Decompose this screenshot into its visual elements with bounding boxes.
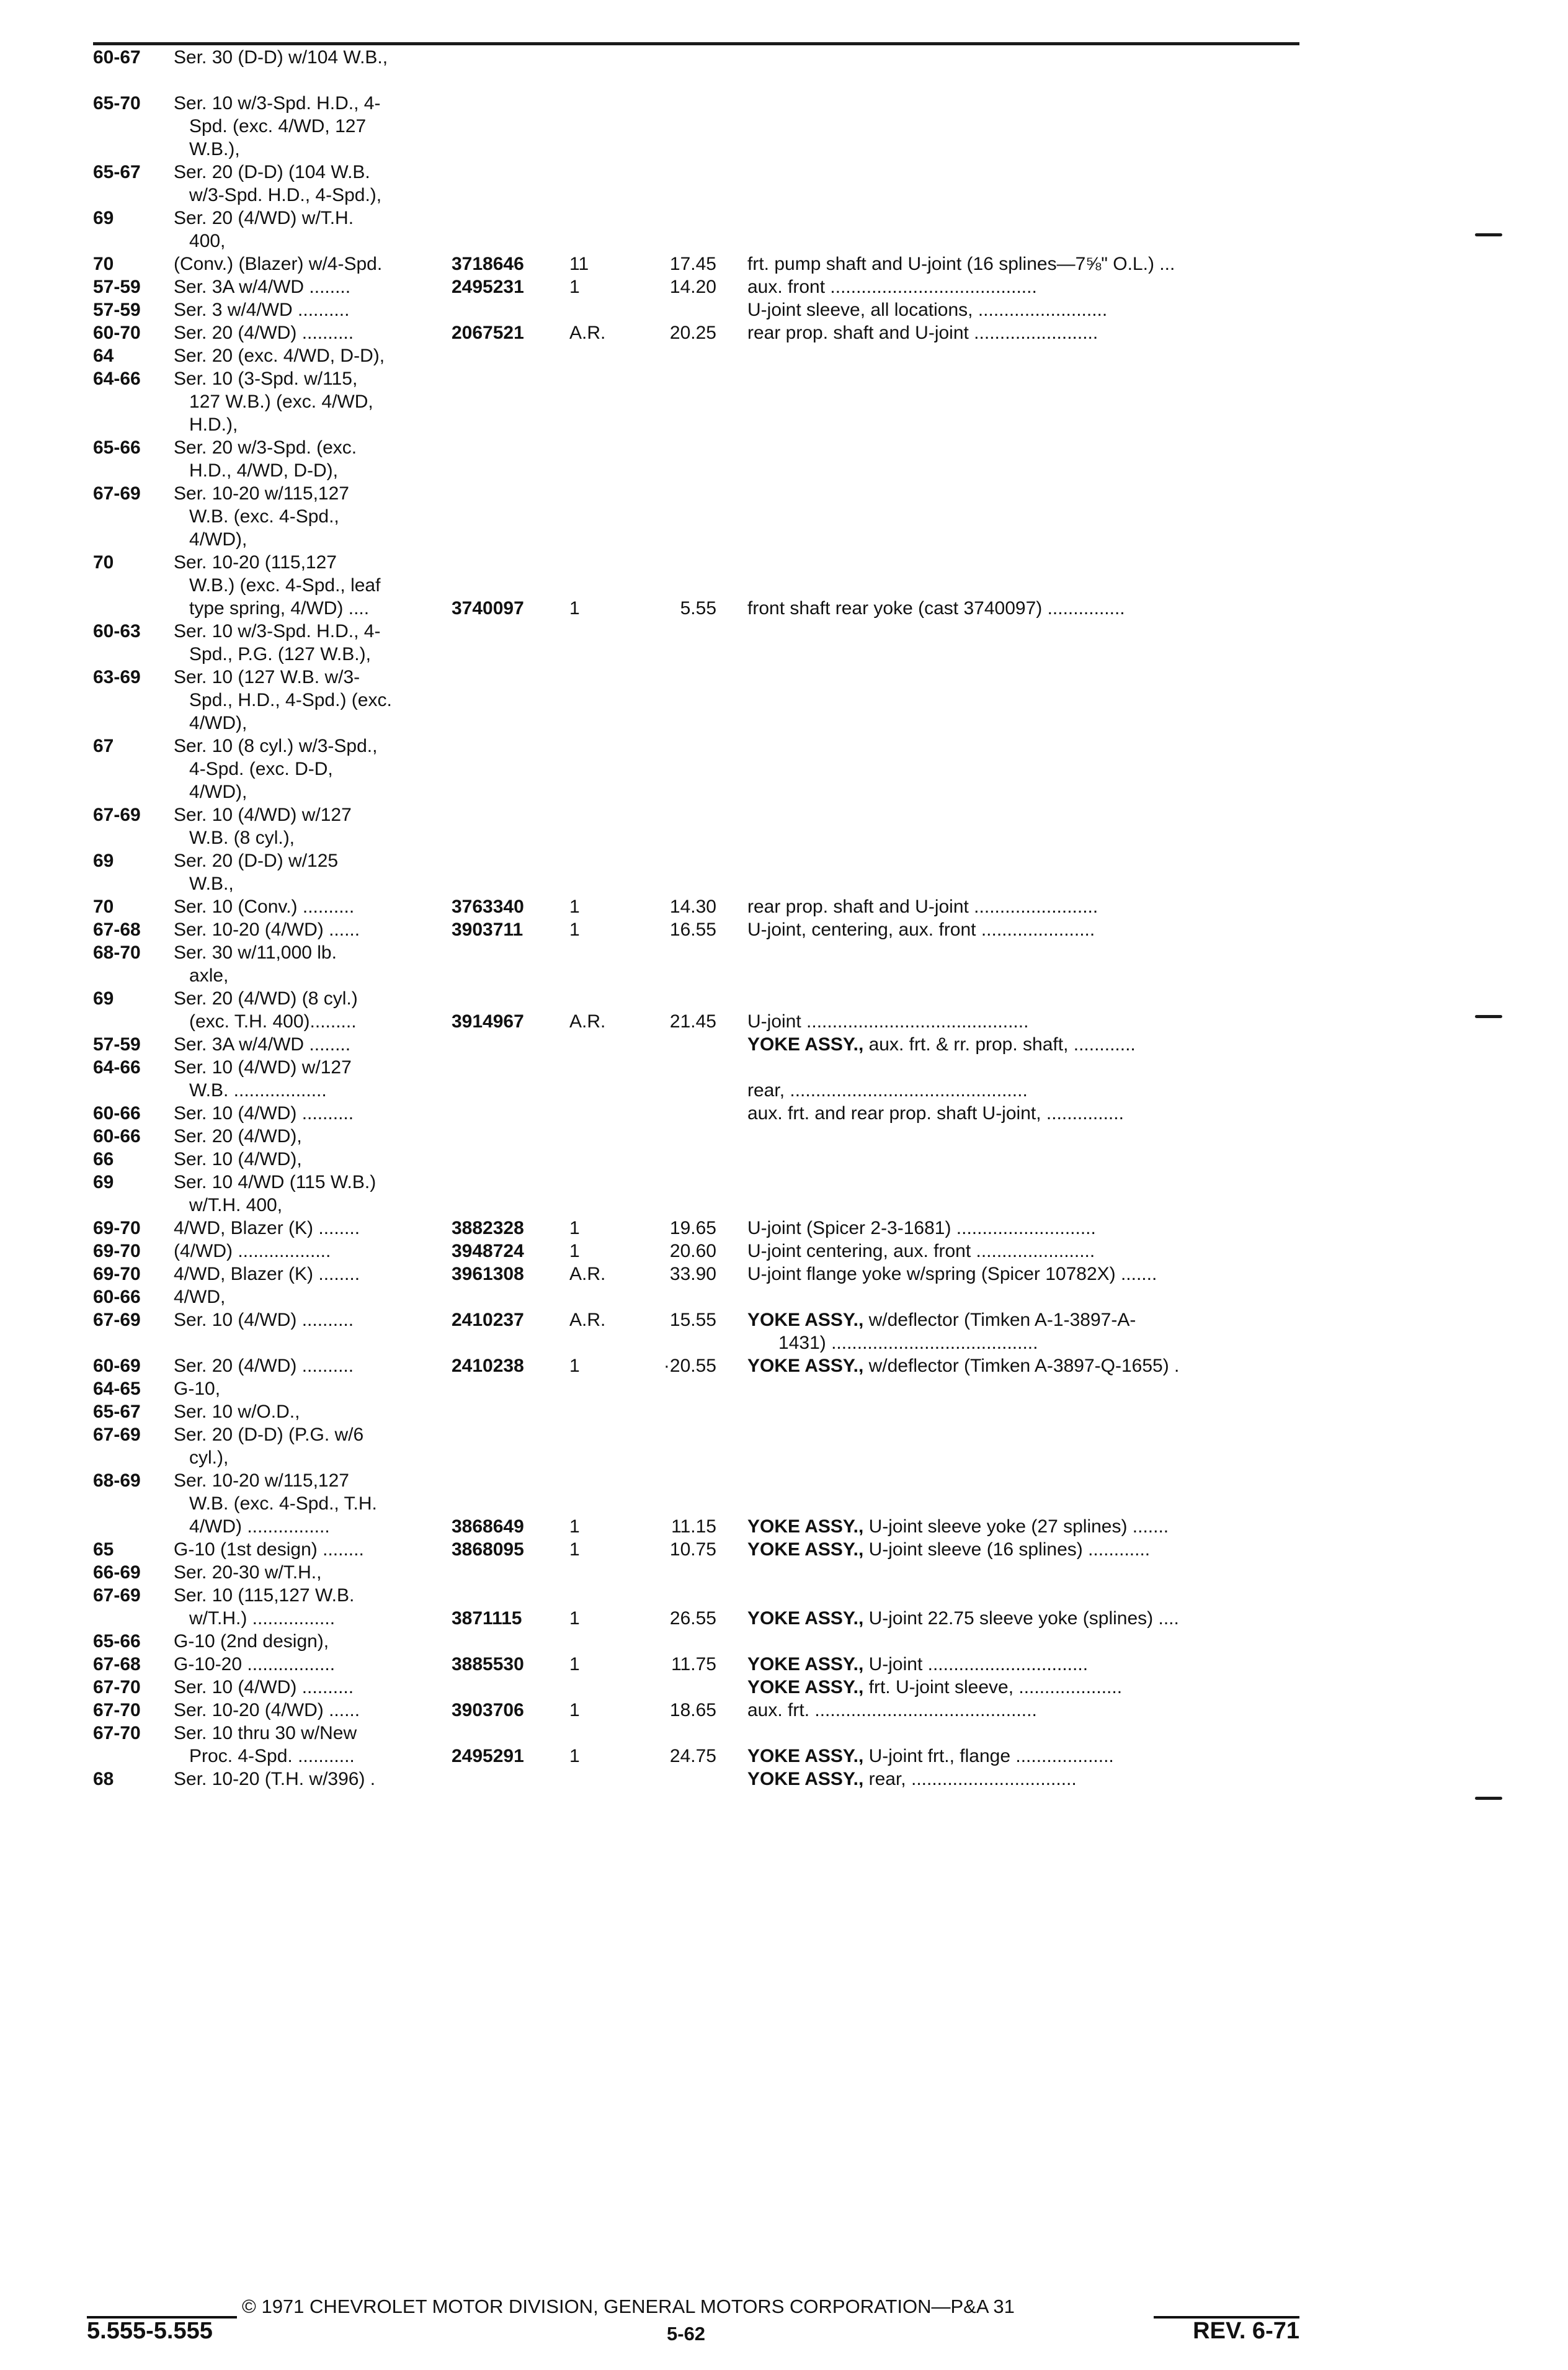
quantity: 1 [569,1654,580,1675]
model-year: 67-68 [93,1654,141,1675]
application: Ser. 3A w/4/WD ........ [174,277,351,297]
part-number: 3882328 [452,1218,524,1238]
price: 33.90 [669,1264,716,1284]
price: 20.25 [669,323,716,343]
application: Ser. 10-20 (T.H. w/396) . [174,1769,376,1789]
quantity: A.R. [569,323,606,343]
description: U-joint (Spicer 2-3-1681) ........................... [747,1218,1096,1238]
parts-row [0,643,1568,666]
model-year: 63-69 [93,667,141,687]
parts-row [0,1607,1568,1630]
quantity: 11 [569,254,589,274]
application: Ser. 10 (4/WD) .......... [174,1677,354,1697]
model-year: 69-70 [93,1264,141,1284]
quantity: 1 [569,897,580,917]
parts-row [0,367,1568,390]
application: W.B.), [174,139,240,159]
model-year: 60-66 [93,1103,141,1124]
part-number: 2410237 [452,1310,524,1330]
parts-row [0,918,1568,941]
price: 18.65 [669,1700,716,1720]
quantity: 1 [569,1516,580,1537]
model-year: 69 [93,851,114,871]
quantity: 1 [569,1746,580,1766]
price: 21.45 [669,1011,716,1032]
parts-row [0,528,1568,551]
model-year: 70 [93,897,114,917]
application: 127 W.B.) (exc. 4/WD, [174,391,373,412]
description: YOKE ASSY., U-joint 22.75 sleeve yoke (splines) .... [747,1608,1179,1629]
parts-row [0,1768,1568,1791]
model-year: 69 [93,988,114,1009]
description: U-joint ........................................... [747,1011,1029,1032]
application: Ser. 10 w/3-Spd. H.D., 4- [174,93,381,114]
model-year: 65 [93,1539,114,1560]
application: Ser. 10-20 (4/WD) ...... [174,1700,360,1720]
parts-row [0,46,1568,69]
application: Ser. 10 (4/WD) w/127 [174,805,352,825]
quantity: A.R. [569,1011,606,1032]
model-year: 68 [93,1769,114,1789]
model-year: 67-69 [93,1585,141,1606]
quantity: 1 [569,277,580,297]
group-number: 5.555-5.555 [87,2318,213,2344]
parts-row [0,551,1568,574]
parts-row [0,321,1568,344]
price: 11.15 [671,1516,716,1537]
model-year: 66 [93,1149,114,1169]
description: U-joint sleeve, all locations, ......................... [747,300,1108,320]
application: w/T.H.) ................ [174,1608,336,1629]
parts-row [0,597,1568,620]
quantity: 1 [569,598,580,619]
price: 26.55 [669,1608,716,1629]
parts-row [0,1423,1568,1446]
parts-row [0,620,1568,643]
application: Ser. 10 (4/WD), [174,1149,302,1169]
parts-row [0,964,1568,987]
quantity: 1 [569,1218,580,1238]
price: 20.60 [669,1241,716,1261]
model-year: 69-70 [93,1218,141,1238]
model-year: 57-59 [93,1034,141,1055]
parts-row [0,826,1568,849]
model-year: 67-70 [93,1700,141,1720]
application: H.D.), [174,414,238,435]
quantity: 1 [569,1700,580,1720]
application: G-10, [174,1379,221,1399]
description: YOKE ASSY., w/deflector (Timken A-1-3897-A- [747,1310,1136,1330]
parts-row [0,436,1568,459]
parts-row [0,1676,1568,1699]
application: 4/WD), [174,782,247,802]
model-year: 69 [93,208,114,228]
application: Ser. 10 (3-Spd. w/115, [174,369,358,389]
model-year: 65-67 [93,1402,141,1422]
model-year: 66-69 [93,1562,141,1583]
parts-row [0,1079,1568,1102]
part-number: 2410238 [452,1356,524,1376]
parts-row [0,689,1568,712]
page-number: 5-62 [667,2323,706,2345]
description: U-joint, centering, aux. front ...................... [747,919,1095,940]
parts-row [0,872,1568,895]
parts-row [0,1492,1568,1515]
model-year: 60-67 [93,47,141,68]
quantity: 1 [569,1539,580,1560]
part-number: 3718646 [452,254,524,274]
application: w/T.H. 400, [174,1195,283,1215]
price: 24.75 [669,1746,716,1766]
parts-row [0,1194,1568,1217]
parts-row [0,1354,1568,1377]
description: 1431) ........................................ [747,1333,1038,1353]
description: frt. pump shaft and U-joint (16 splines—7⅝" O.L.) ... [747,254,1175,274]
model-year: 64 [93,346,114,366]
parts-row [0,275,1568,298]
parts-row [0,1217,1568,1240]
model-year: 67-69 [93,805,141,825]
application: Ser. 20 (D-D) (P.G. w/6 [174,1424,364,1445]
description: rear prop. shaft and U-joint ........................ [747,323,1098,343]
application: H.D., 4/WD, D-D), [174,460,338,481]
application: Ser. 20 (4/WD) .......... [174,1356,354,1376]
application: Spd. (exc. 4/WD, 127 [174,116,367,136]
application: Ser. 10 w/3-Spd. H.D., 4- [174,621,381,642]
part-number: 3885530 [452,1654,524,1675]
parts-row [0,1377,1568,1400]
parts-row [0,1010,1568,1033]
application: Ser. 10 (127 W.B. w/3- [174,667,360,687]
application: Spd., H.D., 4-Spd.) (exc. [174,690,392,710]
application: 400, [174,231,226,251]
application: W.B. .................. [174,1080,327,1101]
application: Ser. 10-20 w/115,127 [174,1470,349,1491]
parts-row [0,1538,1568,1561]
parts-row [0,1469,1568,1492]
model-year: 69-70 [93,1241,141,1261]
application: Ser. 10 (4/WD) .......... [174,1103,354,1124]
model-year: 67-69 [93,1310,141,1330]
margin-tick-mark [1475,1015,1502,1018]
application: 4/WD, Blazer (K) ........ [174,1218,360,1238]
description: rear, .............................................. [747,1080,1028,1101]
parts-listing [0,46,1568,1791]
parts-row [0,1240,1568,1263]
application: Ser. 20 w/3-Spd. (exc. [174,437,357,458]
parts-row [0,161,1568,184]
description: YOKE ASSY., U-joint sleeve (16 splines) ............ [747,1539,1151,1560]
parts-row [0,207,1568,230]
parts-row [0,987,1568,1010]
parts-row [0,1331,1568,1354]
application: Ser. 20 (4/WD) .......... [174,323,354,343]
application: Ser. 10 (4/WD) w/127 [174,1057,352,1078]
model-year: 67-70 [93,1723,141,1743]
description: YOKE ASSY., w/deflector (Timken A-3897-Q-1655) . [747,1356,1180,1376]
description: aux. frt. and rear prop. shaft U-joint, ............... [747,1103,1124,1124]
model-year: 64-66 [93,1057,141,1078]
description: front shaft rear yoke (cast 3740097) ............... [747,598,1125,619]
parts-row [0,253,1568,275]
margin-tick-mark [1475,233,1502,236]
quantity: A.R. [569,1264,606,1284]
parts-row [0,895,1568,918]
parts-row [0,1308,1568,1331]
revision-date: REV. 6-71 [1193,2318,1299,2344]
parts-row [0,758,1568,780]
parts-row [0,1561,1568,1584]
application: Ser. 3A w/4/WD ........ [174,1034,351,1055]
parts-row [0,574,1568,597]
quantity: 1 [569,919,580,940]
application: Ser. 20 (4/WD) (8 cyl.) [174,988,358,1009]
parts-row [0,780,1568,803]
price: 14.20 [669,277,716,297]
part-number: 3763340 [452,897,524,917]
description: aux. front ........................................ [747,277,1037,297]
model-year: 57-59 [93,300,141,320]
model-year: 65-70 [93,93,141,114]
parts-row [0,1056,1568,1079]
application: Ser. 3 w/4/WD .......... [174,300,350,320]
application: Ser. 10 (8 cyl.) w/3-Spd., [174,736,378,756]
application: Ser. 30 (D-D) w/104 W.B., [174,47,388,68]
parts-row [0,1400,1568,1423]
application: Ser. 20 (exc. 4/WD, D-D), [174,346,385,366]
application: 4/WD, Blazer (K) ........ [174,1264,360,1284]
model-year: 70 [93,254,114,274]
model-year: 57-59 [93,277,141,297]
parts-row [0,1745,1568,1768]
parts-row [0,666,1568,689]
parts-row [0,1630,1568,1653]
parts-row [0,115,1568,138]
price: 10.75 [669,1539,716,1560]
application: Proc. 4-Spd. ........... [174,1746,355,1766]
copyright-notice: © 1971 CHEVROLET MOTOR DIVISION, GENERAL MOTORS CORPORATION—P&A 31 [242,2296,1015,2317]
description: YOKE ASSY., U-joint ............................... [747,1654,1089,1675]
model-year: 70 [93,552,114,573]
application: 4/WD) ................ [174,1516,330,1537]
parts-row [0,735,1568,758]
parts-row [0,298,1568,321]
price: 5.55 [680,598,716,619]
application: (Conv.) (Blazer) w/4-Spd. [174,254,383,274]
price: 17.45 [669,254,716,274]
parts-row [0,230,1568,253]
application: Ser. 20 (4/WD) w/T.H. [174,208,354,228]
application: cyl.), [174,1447,229,1468]
application: Ser. 10 4/WD (115 W.B.) [174,1172,376,1192]
model-year: 60-63 [93,621,141,642]
model-year: 65-66 [93,1631,141,1652]
page-footer [87,2296,1299,2370]
parts-row [0,344,1568,367]
parts-row [0,1125,1568,1148]
quantity: 1 [569,1241,580,1261]
model-year: 64-66 [93,369,141,389]
quantity: A.R. [569,1310,606,1330]
parts-row [0,138,1568,161]
application: G-10-20 ................. [174,1654,336,1675]
model-year: 64-65 [93,1379,141,1399]
parts-row [0,482,1568,505]
price: 11.75 [671,1654,716,1675]
description: YOKE ASSY., frt. U-joint sleeve, .................... [747,1677,1123,1697]
model-year: 60-66 [93,1287,141,1307]
parts-row [0,849,1568,872]
parts-row [0,1722,1568,1745]
parts-row [0,1263,1568,1286]
application: axle, [174,965,229,986]
description: YOKE ASSY., aux. frt. & rr. prop. shaft, ............ [747,1034,1136,1055]
application: 4/WD, [174,1287,226,1307]
parts-row [0,941,1568,964]
description: YOKE ASSY., U-joint sleeve yoke (27 splines) ....... [747,1516,1169,1537]
model-year: 60-69 [93,1356,141,1376]
model-year: 67-70 [93,1677,141,1697]
description: U-joint centering, aux. front ....................... [747,1241,1095,1261]
application: (4/WD) .................. [174,1241,331,1261]
top-rule [93,42,1299,45]
model-year: 60-70 [93,323,141,343]
price: 19.65 [669,1218,716,1238]
parts-row [0,92,1568,115]
parts-row [0,505,1568,528]
model-year: 65-67 [93,162,141,182]
application: W.B., [174,874,234,894]
application: Ser. 20-30 w/T.H., [174,1562,322,1583]
model-year: 67-68 [93,919,141,940]
price: ·20.55 [663,1356,716,1376]
part-number: 3871115 [452,1608,522,1629]
model-year: 60-66 [93,1126,141,1147]
application: 4-Spd. (exc. D-D, [174,759,333,779]
description: YOKE ASSY., rear, ................................ [747,1769,1077,1789]
application: Ser. 10-20 w/115,127 [174,483,349,504]
parts-row [0,1171,1568,1194]
application: Ser. 10 (Conv.) .......... [174,897,355,917]
model-year: 67-69 [93,483,141,504]
application: G-10 (1st design) ........ [174,1539,364,1560]
application: Ser. 20 (D-D) w/125 [174,851,339,871]
part-number: 3903706 [452,1700,524,1720]
part-number: 3903711 [452,919,523,940]
price: 16.55 [669,919,716,940]
price: 14.30 [669,897,716,917]
description: aux. frt. ........................................... [747,1700,1037,1720]
application: type spring, 4/WD) .... [174,598,370,619]
application: Ser. 10 thru 30 w/New [174,1723,357,1743]
part-number: 3914967 [452,1011,524,1032]
part-number: 3948724 [452,1241,524,1261]
parts-row [0,1286,1568,1308]
parts-row [0,184,1568,207]
parts-row [0,1446,1568,1469]
part-number: 3961308 [452,1264,524,1284]
parts-row [0,1148,1568,1171]
application: w/3-Spd. H.D., 4-Spd.), [174,185,382,205]
parts-row [0,69,1568,92]
application: W.B. (exc. 4-Spd., T.H. [174,1493,377,1514]
part-number: 3740097 [452,598,524,619]
model-year: 65-66 [93,437,141,458]
quantity: 1 [569,1356,580,1376]
parts-row [0,1102,1568,1125]
application: W.B. (exc. 4-Spd., [174,506,339,527]
parts-row [0,1699,1568,1722]
part-number: 2495231 [452,277,524,297]
application: W.B. (8 cyl.), [174,828,295,848]
parts-row [0,712,1568,735]
parts-row [0,1033,1568,1056]
application: Spd., P.G. (127 W.B.), [174,644,371,664]
description: rear prop. shaft and U-joint ........................ [747,897,1098,917]
application: Ser. 10-20 (4/WD) ...... [174,919,360,940]
model-year: 67-69 [93,1424,141,1445]
application: G-10 (2nd design), [174,1631,329,1652]
part-number: 2067521 [452,323,524,343]
margin-tick-mark [1475,1797,1502,1800]
application: Ser. 10 (115,127 W.B. [174,1585,355,1606]
description: YOKE ASSY., U-joint frt., flange ................... [747,1746,1114,1766]
parts-row [0,1515,1568,1538]
model-year: 68-70 [93,942,141,963]
quantity: 1 [569,1608,580,1629]
application: Ser. 10 (4/WD) .......... [174,1310,354,1330]
description: U-joint flange yoke w/spring (Spicer 10782X) ....... [747,1264,1157,1284]
part-number: 3868095 [452,1539,524,1560]
parts-row [0,1584,1568,1607]
model-year: 69 [93,1172,114,1192]
application: Ser. 10 w/O.D., [174,1402,300,1422]
part-number: 2495291 [452,1746,524,1766]
parts-row [0,803,1568,826]
part-number: 3868649 [452,1516,524,1537]
application: (exc. T.H. 400)......... [174,1011,357,1032]
application: Ser. 10-20 (115,127 [174,552,337,573]
parts-row [0,413,1568,436]
application: Ser. 30 w/11,000 lb. [174,942,337,963]
application: Ser. 20 (4/WD), [174,1126,302,1147]
model-year: 67 [93,736,114,756]
parts-row [0,1653,1568,1676]
application: 4/WD), [174,529,247,550]
parts-row [0,459,1568,482]
model-year: 68-69 [93,1470,141,1491]
application: 4/WD), [174,713,247,733]
application: Ser. 20 (D-D) (104 W.B. [174,162,370,182]
price: 15.55 [669,1310,716,1330]
parts-row [0,390,1568,413]
application: W.B.) (exc. 4-Spd., leaf [174,575,381,596]
